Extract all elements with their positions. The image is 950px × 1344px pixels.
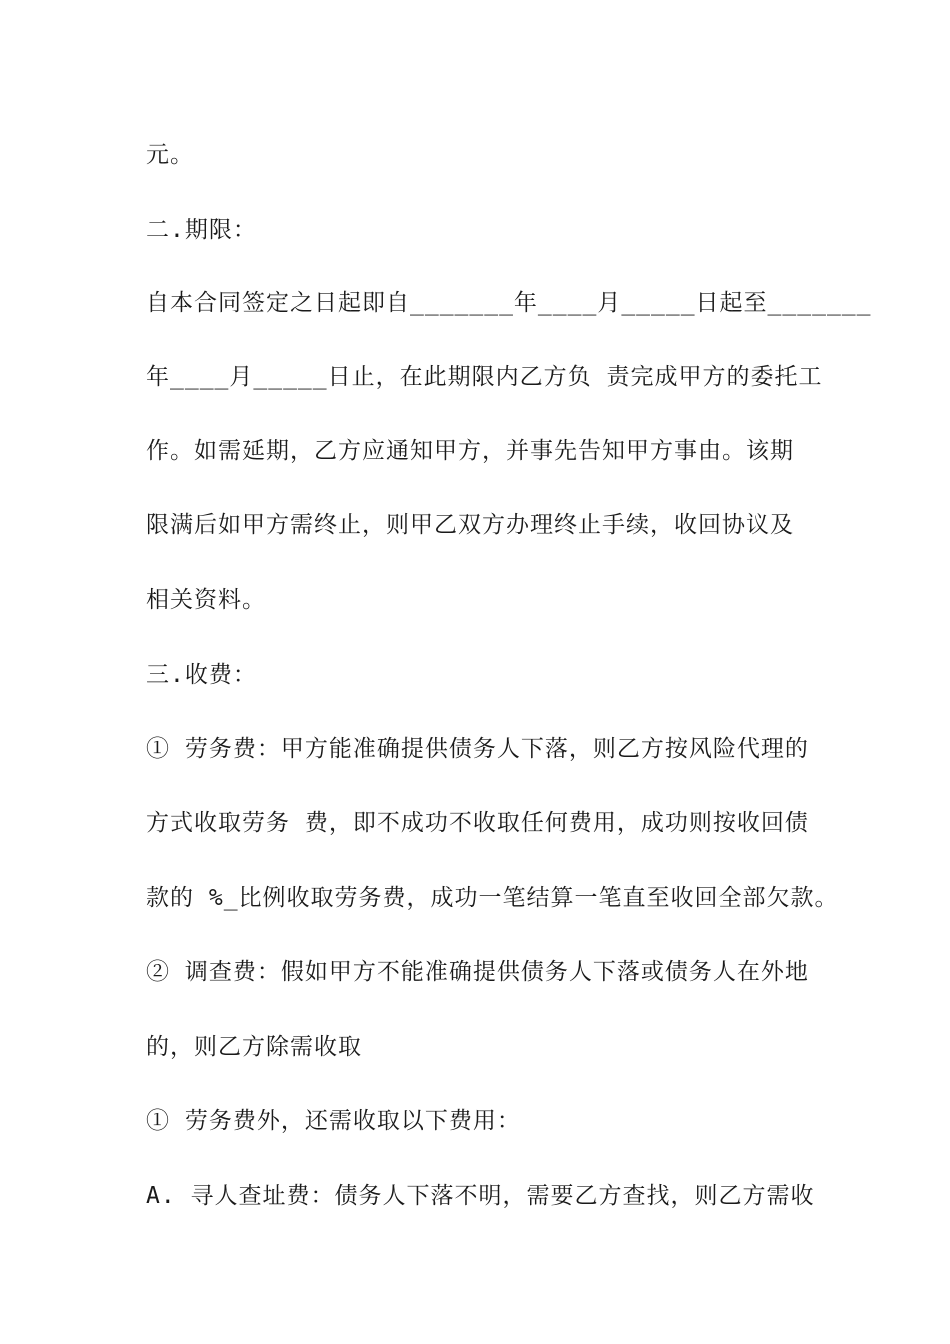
text-line: 自本合同签定之日起即自_______年____月_____日起至_______ (146, 290, 872, 316)
text-line: 相关资料。 (146, 587, 266, 613)
text-line: ① 劳务费：甲方能准确提供债务人下落，则乙方按风险代理的 (146, 736, 809, 762)
text-line: 元。 (146, 142, 194, 168)
text-line: 年____月_____日止，在此期限内乙方负 责完成甲方的委托工 (146, 364, 823, 390)
section-heading-fees: 三.收费： (146, 662, 257, 688)
text-line: 款的 %_比例收取劳务费，成功一笔结算一笔直至收回全部欠款。 (146, 885, 839, 911)
text-line: ② 调查费：假如甲方不能准确提供债务人下落或债务人在外地 (146, 959, 809, 985)
text-line: 方式收取劳务 费，即不成功不收取任何费用，成功则按收回债 (146, 810, 809, 836)
text-line: 作。如需延期，乙方应通知甲方，并事先告知甲方事由。该期 (146, 438, 794, 464)
text-line: ① 劳务费外，还需收取以下费用： (146, 1108, 521, 1134)
section-heading-term: 二.期限： (146, 217, 257, 243)
text-line: 的，则乙方除需收取 (146, 1034, 362, 1060)
text-line: 限满后如甲方需终止，则甲乙双方办理终止手续，收回协议及 (146, 512, 794, 538)
text-line: A. 寻人查址费：债务人下落不明，需要乙方查找，则乙方需收 (146, 1183, 815, 1209)
